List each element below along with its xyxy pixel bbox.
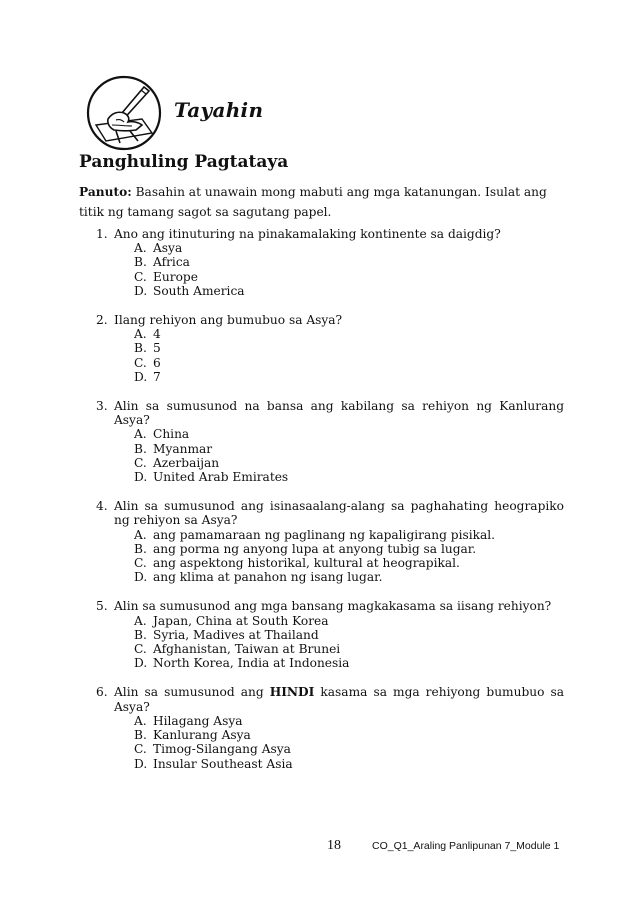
option-letter: A. <box>134 427 147 442</box>
option-item <box>134 456 564 470</box>
option-text: Syria, Madives at Thailand <box>153 627 319 642</box>
option-list <box>134 327 564 384</box>
option-letter: C. <box>134 455 147 470</box>
question-item <box>96 685 564 770</box>
page-number: 18 <box>327 838 341 853</box>
option-item <box>134 614 564 628</box>
option-text: China <box>153 427 190 442</box>
question-item <box>96 313 564 384</box>
question-text: Ilang rehiyon ang bumubuo sa Asya? <box>114 313 343 328</box>
option-text: United Arab Emirates <box>153 470 289 485</box>
option-letter: C. <box>134 642 147 657</box>
option-letter: D. <box>134 369 148 384</box>
option-letter: C. <box>134 269 147 284</box>
option-text: 7 <box>153 369 161 384</box>
option-item <box>134 370 564 384</box>
option-text: Timog-Silangang Asya <box>153 742 291 757</box>
option-item <box>134 556 564 570</box>
option-letter: C. <box>134 556 147 571</box>
option-letter: B. <box>134 441 147 456</box>
option-item <box>134 728 564 742</box>
question-list <box>96 227 564 786</box>
option-item <box>134 284 564 298</box>
option-letter: B. <box>134 728 147 743</box>
option-letter: B. <box>134 341 147 356</box>
option-text: Afghanistan, Taiwan at Brunei <box>153 642 341 657</box>
option-text: Asya <box>153 241 183 256</box>
option-item <box>134 528 564 542</box>
option-letter: C. <box>134 355 147 370</box>
option-text: South America <box>153 283 245 298</box>
option-text: Japan, China at South Korea <box>153 613 329 628</box>
option-item <box>134 255 564 269</box>
question-item <box>96 227 564 298</box>
question-item <box>96 499 564 584</box>
question-text: Alin sa sumusunod ang isinasaalang-alang sa paghahating heograpiko ng rehiyon sa Asya? <box>114 499 564 528</box>
option-text: 5 <box>153 341 161 356</box>
option-text: Azerbaijan <box>153 455 220 470</box>
option-text: Hilagang Asya <box>153 713 243 728</box>
question-text-before: Alin sa sumusunod ang <box>114 685 270 700</box>
option-letter: B. <box>134 255 147 270</box>
instructions-text: Basahin at unawain mong mabuti ang mga katanungan. Isulat ang titik ng tamang sagot sa sagutang papel. <box>79 185 547 219</box>
option-item <box>134 427 564 441</box>
instructions <box>79 182 563 222</box>
option-list <box>134 614 564 671</box>
question-number: 3. <box>96 399 108 414</box>
question-number: 6. <box>96 685 108 700</box>
option-item <box>134 356 564 370</box>
option-item <box>134 341 564 355</box>
option-list <box>134 714 564 771</box>
option-text: 4 <box>153 327 161 342</box>
question-item <box>96 599 564 670</box>
option-letter: D. <box>134 570 148 585</box>
option-item <box>134 542 564 556</box>
option-letter: A. <box>134 613 147 628</box>
option-item <box>134 327 564 341</box>
option-item <box>134 757 564 771</box>
option-text: ang klima at panahon ng isang lugar. <box>153 570 383 585</box>
section-title: Panghuling Pagtataya <box>79 152 289 172</box>
option-text: Myanmar <box>153 441 213 456</box>
question-text <box>114 685 564 713</box>
option-item <box>134 656 564 670</box>
option-item <box>134 270 564 284</box>
option-letter: B. <box>134 541 147 556</box>
option-letter: D. <box>134 283 148 298</box>
option-letter: D. <box>134 656 148 671</box>
question-text: Alin sa sumusunod ang mga bansang magkakasama sa iisang rehiyon? <box>114 599 552 614</box>
option-list <box>134 528 564 585</box>
option-letter: A. <box>134 327 147 342</box>
instructions-label: Panuto: <box>79 185 132 199</box>
option-text: Africa <box>153 255 190 270</box>
option-text: Europe <box>153 269 198 284</box>
option-text: North Korea, India at Indonesia <box>153 656 350 671</box>
option-item <box>134 742 564 756</box>
option-letter: B. <box>134 627 147 642</box>
option-text: ang pamamaraan ng paglinang ng kapaligirang pisikal. <box>153 527 496 542</box>
option-item <box>134 628 564 642</box>
question-text-after: kasama sa mga rehiyong bumubuo sa Asya? <box>114 685 565 714</box>
question-number: 2. <box>96 313 108 328</box>
option-letter: C. <box>134 742 147 757</box>
option-letter: D. <box>134 470 148 485</box>
option-item <box>134 570 564 584</box>
question-text: Ano ang itinuturing na pinakamalaking kontinente sa daigdig? <box>114 227 501 241</box>
option-item <box>134 241 564 255</box>
option-item <box>134 442 564 456</box>
option-letter: A. <box>134 241 147 256</box>
option-letter: A. <box>134 713 147 728</box>
option-text: Insular Southeast Asia <box>153 756 293 771</box>
question-number: 5. <box>96 599 108 614</box>
option-text: ang porma ng anyong lupa at anyong tubig sa lugar. <box>153 541 477 556</box>
option-text: Kanlurang Asya <box>153 728 251 743</box>
option-item <box>134 642 564 656</box>
option-text: ang aspektong historikal, kultural at heograpikal. <box>153 556 460 571</box>
hand-writing-pencil-icon <box>86 75 162 151</box>
option-list <box>134 241 564 298</box>
option-list <box>134 427 564 484</box>
option-item <box>134 714 564 728</box>
question-item <box>96 399 564 484</box>
question-text: Alin sa sumusunod na bansa ang kabilang sa rehiyon ng Kanlurang Asya? <box>114 399 564 428</box>
option-letter: A. <box>134 527 147 542</box>
question-number: 1. <box>96 227 108 241</box>
question-number: 4. <box>96 499 108 514</box>
option-item <box>134 470 564 484</box>
banner-title: Tayahin <box>174 98 264 122</box>
option-letter: D. <box>134 756 148 771</box>
question-emphasis: HINDI <box>269 685 315 700</box>
module-code: CO_Q1_Araling Panlipunan 7_Module 1 <box>372 840 560 852</box>
option-text: 6 <box>153 355 161 370</box>
